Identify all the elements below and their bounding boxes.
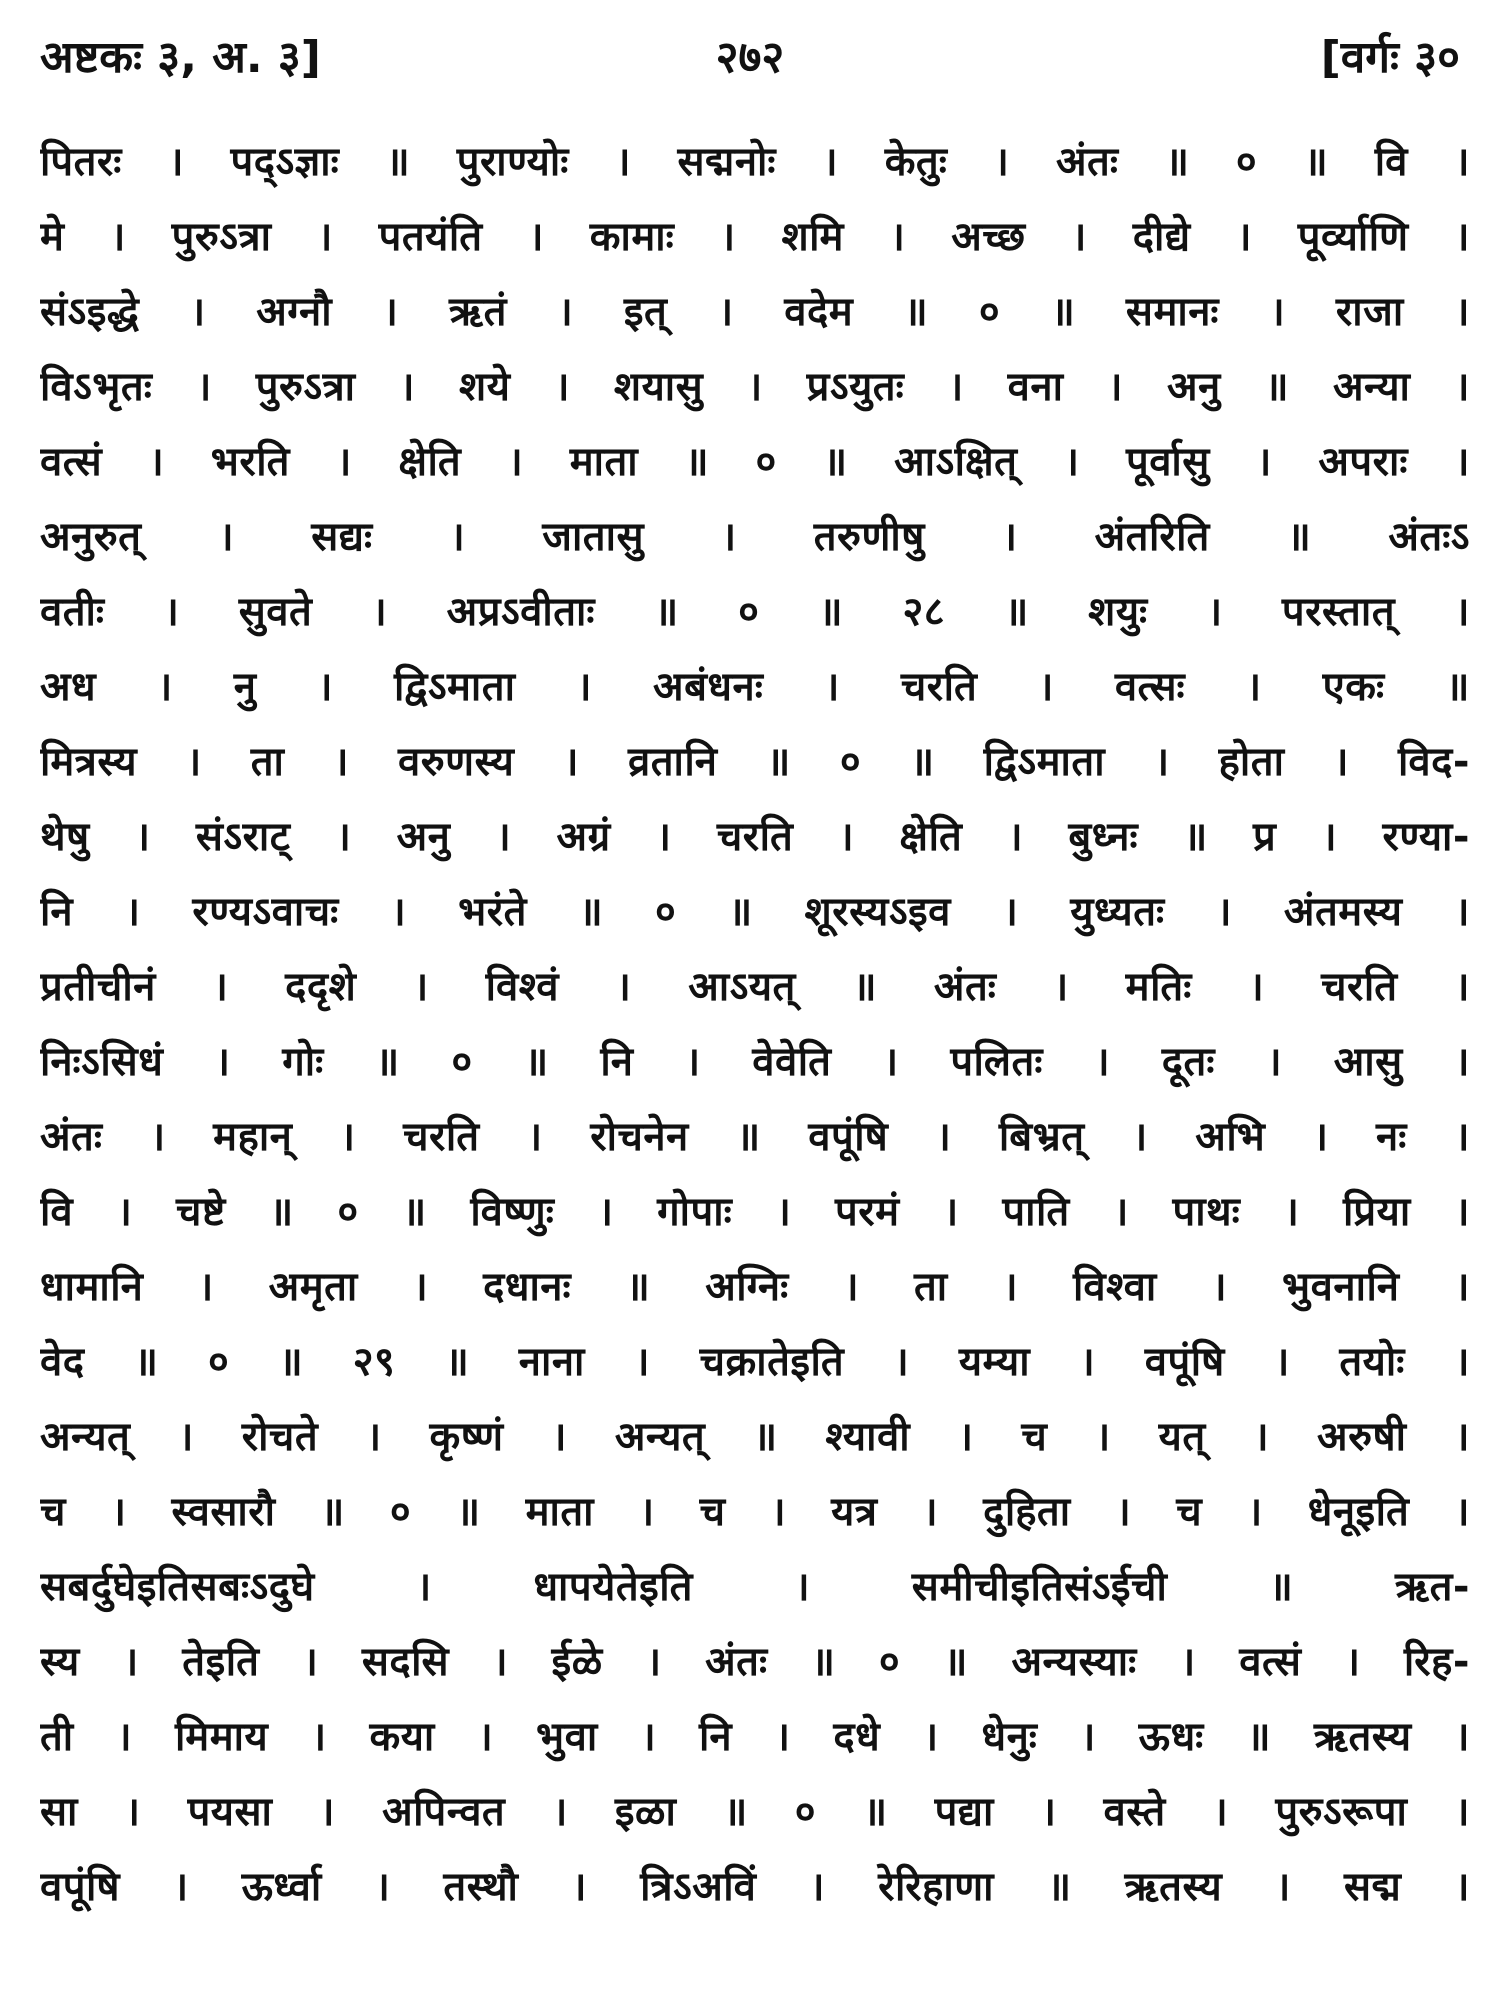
text-line: प्रतीचीनं । ददृशे । विश्वं । आऽयत् ॥ अंतः । मतिः । चरति । [40,964,1470,1010]
text-line: च । स्वसारौ ॥ ० ॥ माता । च । यत्र । दुहिता । च । धेनूइति । [40,1489,1470,1535]
text-line: मे । पुरुऽत्रा । पतयंति । कामाः । शमि । अच्छ । दीद्ये । पूर्व्याणि । [40,214,1470,260]
text-line: ती । मिमाय । कया । भुवा । नि । दधे । धेनुः । ऊधः ॥ ऋतस्य । [40,1714,1470,1760]
page-number: २७२ [715,32,785,83]
text-line: वत्सं । भरति । क्षेति । माता ॥ ० ॥ आऽक्षित् । पूर्वासु । अपराः । [40,439,1470,485]
text-line: सा । पयसा । अपिन्वत । इळा ॥ ० ॥ पद्या । वस्ते । पुरुऽरूपा । [40,1789,1470,1835]
text-line: अध । नु । द्विऽमाता । अबंधनः । चरति । वत्सः । एकः ॥ [40,664,1470,710]
verse-text-block [40,125,1470,1925]
text-line: मित्रस्य । ता । वरुणस्य । व्रतानि ॥ ० ॥ द्विऽमाता । होता । विद- [40,739,1470,785]
text-line: अन्यत् । रोचते । कृष्णं । अन्यत् ॥ श्यावी । च । यत् । अरुषी । [40,1414,1470,1460]
text-line: संऽइद्धे । अग्नौ । ऋतं । इत् । वदेम ॥ ० ॥ समानः । राजा । [40,289,1470,335]
section-reference: अष्टकः ३, अ. ३] [40,32,321,83]
text-line: वि । चष्टे ॥ ० ॥ विष्णुः । गोपाः । परमं । पाति । पाथः । प्रिया । [40,1189,1470,1235]
text-line: स्य । तेइति । सदसि । ईळे । अंतः ॥ ० ॥ अन्यस्याः । वत्सं । रिह- [40,1639,1470,1685]
text-line: अंतः । महान् । चरति । रोचनेन ॥ वपूंषि । बिभ्रत् । अभि । नः । [40,1114,1470,1160]
text-line: विऽभृतः । पुरुऽत्रा । शये । शयासु । प्रऽयुतः । वना । अनु ॥ अन्या । [40,364,1470,410]
varga-reference: [वर्गः ३० [1320,32,1460,83]
text-line: वतीः । सुवते । अप्रऽवीताः ॥ ० ॥ २८ ॥ शयुः । परस्तात् । [40,589,1470,635]
text-line: थेषु । संऽराट् । अनु । अग्रं । चरति । क्षेति । बुध्नः ॥ प्र । रण्या- [40,814,1470,860]
text-line: अनुरुत् । सद्यः । जातासु । तरुणीषु । अंतरिति ॥ अंतःऽ [40,514,1470,560]
text-line: सबर्दुघेइतिसबःऽदुघे । धापयेतेइति । समीचीइतिसंऽईची ॥ ऋत- [40,1564,1470,1610]
text-line: वपूंषि । ऊर्ध्वा । तस्थौ । त्रिऽअविं । रेरिहाणा ॥ ऋतस्य । सद्म । [40,1864,1470,1910]
text-line: निःऽसिधं । गोः ॥ ० ॥ नि । वेवेति । पलितः । दूतः । आसु । [40,1039,1470,1085]
running-head [40,18,1460,98]
text-line: पितरः । पद्ऽज्ञाः ॥ पुराण्योः । सद्मनोः । केतुः । अंतः ॥ ० ॥ वि । [40,139,1470,185]
text-line: नि । रण्यऽवाचः । भरंते ॥ ० ॥ शूरस्यऽइव । युध्यतः । अंतमस्य । [40,889,1470,935]
text-line: धामानि । अमृता । दधानः ॥ अग्निः । ता । विश्वा । भुवनानि । [40,1264,1470,1310]
text-line: वेद ॥ ० ॥ २९ ॥ नाना । चक्रातेइति । यम्या । वपूंषि । तयोः । [40,1339,1470,1385]
